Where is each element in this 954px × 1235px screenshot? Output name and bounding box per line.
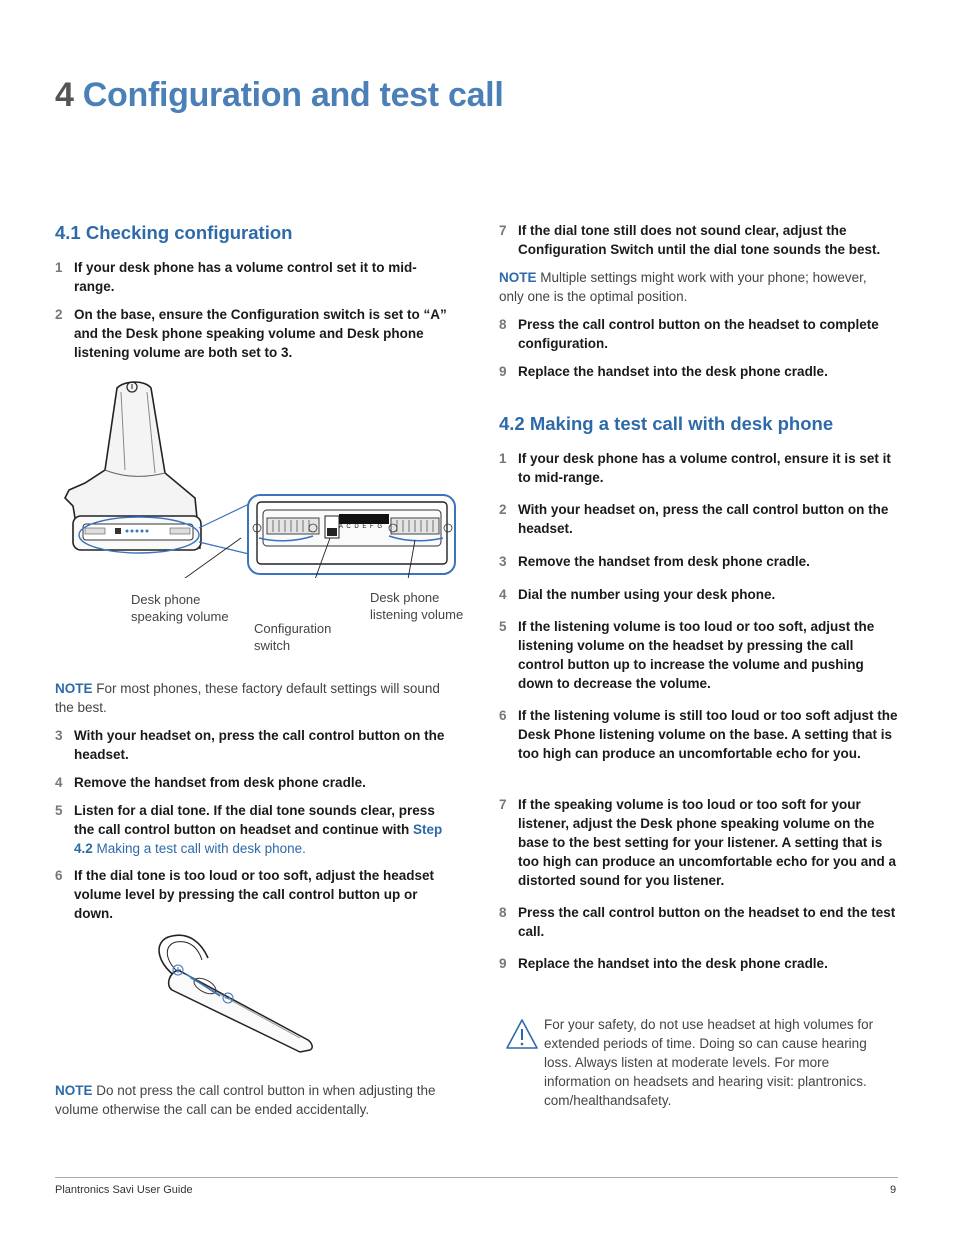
step-item: 1 If your desk phone has a volume control set it to mid-range. [55, 260, 417, 294]
step-item: 6 If the listening volume is still too loud or too soft adjust the Desk Phone listening volume on the base. A setting that is too high can produce an uncomfortable echo for you. [499, 708, 898, 761]
safety-notice: For your safety, do not use headset at high volumes for extended periods of time. Doing so can cause hearing loss. Always listen at moderate levels. For more information on headsets and hearing visit: plantronics. com/healthandsafety. [544, 1017, 874, 1108]
label-config-switch: Configuration switch [254, 621, 332, 653]
footer-title: Plantronics Savi User Guide [55, 1184, 193, 1196]
label-listening-volume: Desk phone listening volume [370, 590, 464, 622]
step-item: 4 Dial the number using your desk phone. [499, 587, 776, 602]
step-item: 7 If the speaking volume is too loud or too soft for your listener, adjust the Desk phone speaking volume on the base to the best setting for your listener. A setting that is too high can produce an uncomfortable echo for you and a distorted sound for you listener. [499, 797, 897, 888]
base-station-illustration [55, 378, 465, 578]
config-switch-letters: A C D E F G [339, 524, 384, 530]
step-item: 2 On the base, ensure the Configuration switch is set to “A” and the Desk phone speaking volume and Desk phone listening volume are both set to 3. [55, 307, 447, 360]
warning-icon [505, 1018, 539, 1050]
step-item: 1 If your desk phone has a volume control, ensure it is set it to mid-range. [499, 451, 891, 485]
section-heading-4-2: 4.2 Making a test call with desk phone [499, 413, 834, 434]
step-item: 8 Press the call control button on the headset to end the test call. [499, 905, 896, 939]
step-item: 2 With your headset on, press the call control button on the headset. [499, 502, 889, 536]
note-default-settings: NOTE For most phones, these factory default settings will sound the best. [55, 681, 440, 715]
step-item: 5 If the listening volume is too loud or too soft, adjust the listening volume on the headset by pressing the call control button up to increase the volume and pushing down to decrease the volume. [499, 619, 875, 691]
label-speaking-volume: Desk phone speaking volume [131, 592, 229, 624]
section-heading-4-1: 4.1 Checking configuration [55, 222, 293, 243]
chapter-title-text: Configuration and test call [82, 76, 504, 114]
step-item: 3 With your headset on, press the call control button on the headset. [55, 728, 445, 762]
step-item: 9 Replace the handset into the desk phone cradle. [499, 956, 828, 971]
page-number: 9 [890, 1184, 897, 1196]
step-item: 5 Listen for a dial tone. If the dial tone sounds clear, press the call control button on headset and continue with Step 4.2 Making a test call with desk phone. [55, 803, 443, 856]
step-item: 7 If the dial tone still does not sound clear, adjust the Configuration Switch until the dial tone sounds the best. [499, 223, 881, 257]
step-item: 9 Replace the handset into the desk phone cradle. [499, 364, 828, 379]
note-call-control: NOTE Do not press the call control button in when adjusting the volume otherwise the call can be ended accidentally. [55, 1083, 436, 1117]
note-multiple-settings: NOTE Multiple settings might work with your phone; however, only one is the optimal position. [499, 270, 867, 304]
step-item: 8 Press the call control button on the headset to complete configuration. [499, 317, 879, 351]
chapter-title [55, 76, 503, 115]
chapter-number: 4 [55, 76, 74, 114]
headset-illustration [150, 930, 330, 1055]
step-4-2-link[interactable]: Step 4.2 Making a test call with desk phone. [74, 822, 443, 856]
step-item: 4 Remove the handset from desk phone cradle. [55, 775, 366, 790]
step-item: 6 If the dial tone is too loud or too soft, adjust the headset volume level by pressing the call control button up or down. [55, 868, 435, 921]
footer-rule [55, 1177, 898, 1178]
step-item: 3 Remove the handset from desk phone cradle. [499, 554, 810, 569]
